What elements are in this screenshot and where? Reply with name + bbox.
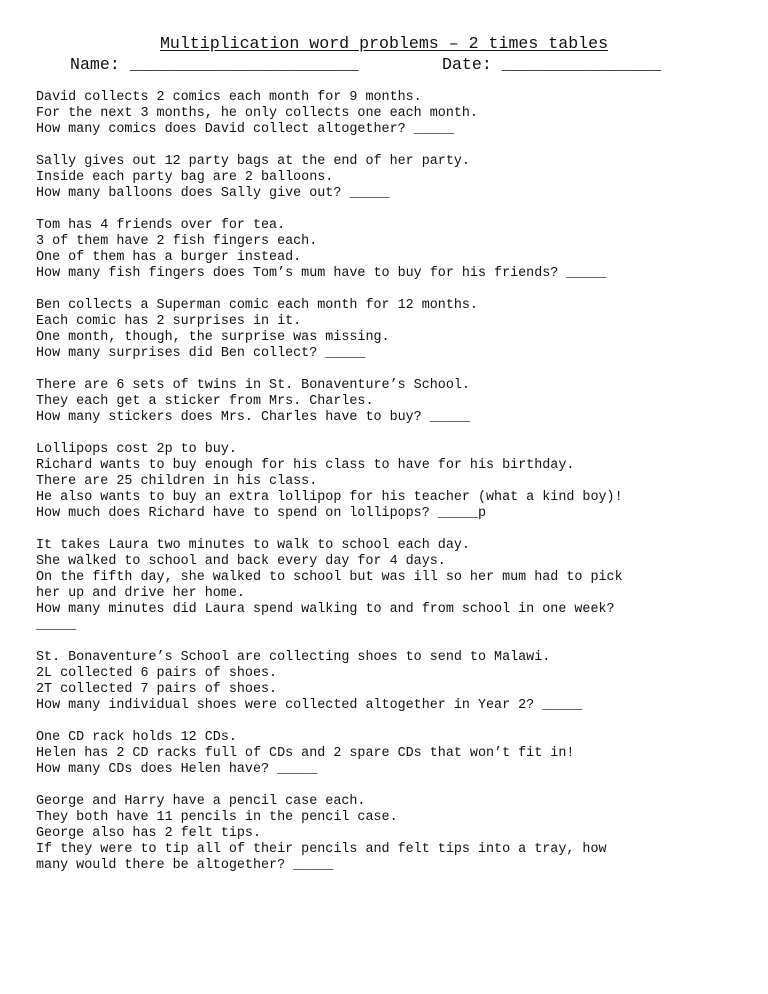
problem-line: Richard wants to buy enough for his class to have for his birthday. (36, 458, 575, 473)
problem-line: It takes Laura two minutes to walk to school each day. (36, 538, 470, 553)
problem-line: One CD rack holds 12 CDs. (36, 730, 237, 745)
word-problem (36, 90, 726, 138)
problem-line: Lollipops cost 2p to buy. (36, 442, 237, 457)
worksheet-title-text: Multiplication word problems – 2 times tables (159, 34, 609, 53)
problem-line: George and Harry have a pencil case each. (36, 794, 366, 809)
problem-line: How many minutes did Laura spend walking to and from school in one week? (36, 602, 615, 617)
word-problem (36, 378, 726, 426)
problem-line: How much does Richard have to spend on lollipops? _____p (36, 506, 486, 521)
problem-line: Helen has 2 CD racks full of CDs and 2 spare CDs that won’t fit in! (36, 746, 575, 761)
name-label: Name: (70, 55, 120, 74)
problem-line: How many surprises did Ben collect? _____ (36, 346, 366, 361)
problem-line: How many fish fingers does Tom’s mum have to buy for his friends? _____ (36, 266, 607, 281)
problem-line: For the next 3 months, he only collects one each month. (36, 106, 478, 121)
problem-line: St. Bonaventure’s School are collecting shoes to send to Malawi. (36, 650, 551, 665)
problem-line: Inside each party bag are 2 balloons. (36, 170, 334, 185)
date-label: Date: (442, 55, 492, 74)
name-field (70, 55, 359, 75)
problem-line: One month, though, the surprise was missing. (36, 330, 390, 345)
problem-line: Each comic has 2 surprises in it. (36, 314, 302, 329)
word-problem (36, 218, 726, 282)
word-problem (36, 442, 726, 522)
problem-line: How many individual shoes were collected altogether in Year 2? _____ (36, 698, 583, 713)
problem-line: One of them has a burger instead. (36, 250, 302, 265)
problem-line: her up and drive her home. (36, 586, 245, 601)
word-problem (36, 538, 726, 634)
problem-line: _____ (36, 618, 77, 633)
problem-line: How many CDs does Helen have? _____ (36, 762, 318, 777)
problem-line: George also has 2 felt tips. (36, 826, 261, 841)
problem-line: There are 25 children in his class. (36, 474, 318, 489)
word-problem (36, 650, 726, 714)
worksheet-title (0, 34, 768, 54)
problem-line: David collects 2 comics each month for 9 months. (36, 90, 422, 105)
problem-line: If they were to tip all of their pencils and felt tips into a tray, how (36, 842, 607, 857)
problem-line: 2T collected 7 pairs of shoes. (36, 682, 278, 697)
word-problem (36, 154, 726, 202)
problem-line: They both have 11 pencils in the pencil case. (36, 810, 398, 825)
problem-line: 3 of them have 2 fish fingers each. (36, 234, 318, 249)
problem-line: How many comics does David collect altogether? _____ (36, 122, 454, 137)
problem-line: On the fifth day, she walked to school but was ill so her mum had to pick (36, 570, 623, 585)
problem-line: How many stickers does Mrs. Charles have to buy? _____ (36, 410, 470, 425)
name-blank: _______________________ (129, 55, 359, 74)
problem-line: How many balloons does Sally give out? _____ (36, 186, 390, 201)
problem-line: Tom has 4 friends over for tea. (36, 218, 286, 233)
problem-line: many would there be altogether? _____ (36, 858, 334, 873)
problem-line: They each get a sticker from Mrs. Charles. (36, 394, 374, 409)
date-blank: ________________ (501, 55, 662, 74)
problem-line: There are 6 sets of twins in St. Bonaventure’s School. (36, 378, 470, 393)
problem-line: He also wants to buy an extra lollipop for his teacher (what a kind boy)! (36, 490, 623, 505)
word-problem (36, 298, 726, 362)
date-field (442, 55, 661, 75)
problem-line: 2L collected 6 pairs of shoes. (36, 666, 278, 681)
problem-line: She walked to school and back every day for 4 days. (36, 554, 446, 569)
word-problem (36, 730, 726, 778)
word-problem (36, 794, 726, 874)
problem-line: Ben collects a Superman comic each month for 12 months. (36, 298, 478, 313)
problem-line: Sally gives out 12 party bags at the end of her party. (36, 154, 470, 169)
question-list (36, 90, 726, 890)
